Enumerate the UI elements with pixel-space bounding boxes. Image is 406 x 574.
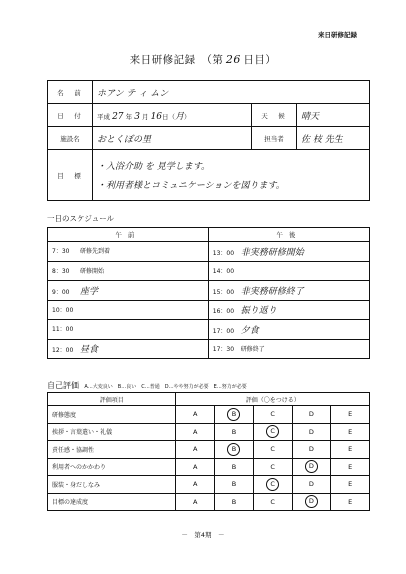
item-header: 評価項目 (48, 393, 176, 406)
evaluation-item-label: 利用者へのかかわり (48, 458, 176, 476)
grade-letter: B (231, 480, 237, 489)
grade-circled: C (266, 478, 279, 491)
page-footer: － 第4期 － (181, 531, 225, 539)
weather-field[interactable] (297, 104, 370, 127)
page-title (0, 52, 406, 67)
goal-line-1: ・入浴介助 を 見学します。 (97, 162, 211, 172)
grade-option[interactable] (292, 441, 331, 459)
grade-letter: D (308, 427, 314, 436)
grade-letter: B (231, 497, 237, 506)
grade-option[interactable] (253, 476, 292, 494)
slot-time: 9：00 (52, 288, 70, 296)
facility-field[interactable] (93, 127, 252, 150)
grade-letter: A (193, 497, 198, 506)
pm-slot[interactable] (208, 320, 369, 340)
grade-letter: A (193, 445, 198, 454)
grade-option[interactable] (331, 441, 370, 459)
grade-letter: C (270, 497, 275, 506)
schedule-row (48, 320, 370, 340)
am-header: 午前 (48, 228, 209, 242)
grade-letter: E (348, 427, 353, 436)
schedule-row (48, 242, 370, 262)
grade-option[interactable] (176, 493, 215, 511)
am-slot[interactable] (48, 261, 209, 281)
pm-slot[interactable] (208, 281, 369, 301)
date-weekday: 月 (175, 111, 185, 122)
evaluation-row (48, 423, 370, 441)
slot-time: 15：00 (212, 288, 235, 296)
grade-option[interactable] (292, 458, 331, 476)
goal-line-2: ・利用者様とコミュニケーションを図ります。 (97, 181, 285, 191)
slot-handwriting: 夕食 (240, 325, 259, 336)
evaluation-row (48, 476, 370, 494)
am-slot[interactable] (48, 320, 209, 340)
grade-option[interactable] (176, 458, 215, 476)
grade-letter: D (308, 480, 314, 489)
grade-letter: E (348, 497, 353, 506)
grade-circled: C (266, 425, 279, 438)
am-slot[interactable] (48, 300, 209, 320)
grade-option[interactable] (215, 406, 254, 424)
slot-text: 研修開始 (80, 267, 105, 275)
date-month: 3 (134, 111, 140, 122)
pm-header: 午後 (208, 228, 369, 242)
pm-slot[interactable] (208, 242, 369, 262)
goal-label: 目 標 (48, 150, 93, 201)
pm-slot[interactable] (208, 261, 369, 281)
facility-value: おとくぼの里 (97, 134, 152, 145)
evaluation-row (48, 493, 370, 511)
schedule-row (48, 339, 370, 359)
am-slot[interactable] (48, 281, 209, 301)
manager-label: 担当者 (252, 127, 297, 150)
grade-letter: B (231, 462, 237, 471)
grade-letter: A (193, 462, 198, 471)
schedule-row (48, 261, 370, 281)
weather-label: 天 候 (252, 104, 297, 127)
grade-option[interactable] (292, 476, 331, 494)
evaluation-title: 自己評価 (47, 381, 79, 390)
slot-time: 10：00 (52, 306, 74, 314)
grade-option[interactable] (292, 493, 331, 511)
grade-option[interactable] (331, 406, 370, 424)
grade-option[interactable] (292, 423, 331, 441)
grade-letter: B (231, 427, 237, 436)
grade-letter: C (270, 462, 275, 471)
evaluation-item-label: 服装・身だしなみ (48, 476, 176, 494)
grade-letter: C (270, 445, 275, 454)
grade-circled: B (227, 408, 240, 421)
grade-letter: A (193, 427, 198, 436)
evaluation-row (48, 441, 370, 459)
grade-letter: E (348, 462, 353, 471)
grade-letter: E (348, 480, 353, 489)
grade-option[interactable] (176, 423, 215, 441)
grade-option[interactable] (253, 493, 292, 511)
grade-letter: A (193, 410, 198, 419)
evaluation-table (47, 392, 370, 511)
slot-text: 研修終了 (240, 345, 265, 353)
goal-field[interactable] (93, 150, 370, 201)
manager-field[interactable] (297, 127, 370, 150)
slot-time: 13：00 (212, 249, 235, 257)
slot-time: 17：00 (212, 327, 235, 335)
grade-letter: E (348, 410, 353, 419)
slot-handwriting: 昼食 (80, 345, 99, 356)
evaluation-item-label: 責任感・協調性 (48, 441, 176, 459)
grade-option[interactable] (176, 476, 215, 494)
slot-time: 7：30 (52, 248, 70, 256)
date-era: 平成 (97, 112, 110, 121)
am-slot[interactable] (48, 242, 209, 262)
facility-label: 施設名 (48, 127, 93, 150)
schedule-section-label: 一日のスケジュール (47, 214, 115, 223)
slot-time: 8：30 (52, 267, 70, 275)
grade-letter: D (308, 445, 314, 454)
title-suffix: 日目） (243, 54, 277, 66)
evaluation-row (48, 458, 370, 476)
weather-value: 晴天 (301, 111, 320, 122)
schedule-table (47, 227, 370, 359)
pm-slot[interactable] (208, 339, 369, 359)
grade-option[interactable] (176, 441, 215, 459)
document-corner-label: 来日研修記録 (318, 31, 357, 39)
slot-time: 16：00 (212, 308, 235, 316)
grade-option[interactable] (331, 493, 370, 511)
grade-letter: D (308, 410, 314, 419)
manager-value: 佐 枝 先生 (301, 134, 343, 145)
grade-circled: D (305, 495, 318, 508)
name-label: 名 前 (48, 81, 93, 104)
date-label: 日 付 (48, 104, 93, 127)
schedule-row (48, 281, 370, 301)
date-year: 27 (112, 111, 124, 122)
name-value: ホアン テ ィ ムン (97, 88, 169, 99)
grade-circled: D (305, 460, 318, 473)
grade-option[interactable] (331, 458, 370, 476)
date-close: ） (184, 112, 191, 121)
slot-handwriting: 振り返り (240, 306, 277, 317)
date-day-unit: 日（ (162, 112, 176, 121)
grade-option[interactable] (292, 406, 331, 424)
slot-time: 12：00 (52, 347, 74, 355)
evaluation-section-label (47, 380, 247, 391)
slot-text: 研修先到着 (80, 248, 111, 256)
evaluation-item-label: 挨拶・言葉遣い・礼儀 (48, 423, 176, 441)
grade-option[interactable] (215, 493, 254, 511)
grade-letter: A (193, 480, 198, 489)
date-day: 16 (150, 111, 163, 122)
date-month-unit: 月 (142, 112, 149, 121)
slot-handwriting: 座学 (80, 286, 99, 297)
grade-option[interactable] (215, 423, 254, 441)
grade-option[interactable] (253, 458, 292, 476)
info-table (47, 80, 370, 201)
grade-letter: E (348, 445, 353, 454)
slot-handwriting: 非実務研修開始 (240, 247, 304, 258)
name-field[interactable] (93, 81, 370, 104)
grade-header: 評価（〇をつける） (176, 393, 370, 406)
grade-option[interactable] (215, 441, 254, 459)
evaluation-item-label: 目標の達成度 (48, 493, 176, 511)
slot-time: 14：00 (212, 267, 235, 275)
evaluation-row (48, 406, 370, 424)
day-number: 26 (225, 53, 241, 66)
evaluation-legend: A…大変良い B…良い C…普通 D…やや努力が必要 E…努力が必要 (84, 384, 247, 390)
grade-circled: B (227, 443, 240, 456)
am-slot[interactable] (48, 339, 209, 359)
slot-time: 11：00 (52, 326, 74, 334)
grade-option[interactable] (331, 476, 370, 494)
pm-slot[interactable] (208, 300, 369, 320)
evaluation-item-label: 研修態度 (48, 406, 176, 424)
schedule-row (48, 300, 370, 320)
date-field[interactable] (93, 104, 252, 127)
slot-time: 17：30 (212, 345, 235, 353)
date-year-unit: 年 (125, 112, 133, 121)
grade-option[interactable] (253, 441, 292, 459)
grade-option[interactable] (215, 458, 254, 476)
grade-option[interactable] (253, 406, 292, 424)
slot-handwriting: 非実務研修終了 (240, 286, 304, 297)
title-prefix: 来日研修記録 （第 (129, 54, 224, 66)
grade-option[interactable] (176, 406, 215, 424)
grade-option[interactable] (331, 423, 370, 441)
grade-letter: C (270, 410, 275, 419)
grade-option[interactable] (215, 476, 254, 494)
grade-option[interactable] (253, 423, 292, 441)
